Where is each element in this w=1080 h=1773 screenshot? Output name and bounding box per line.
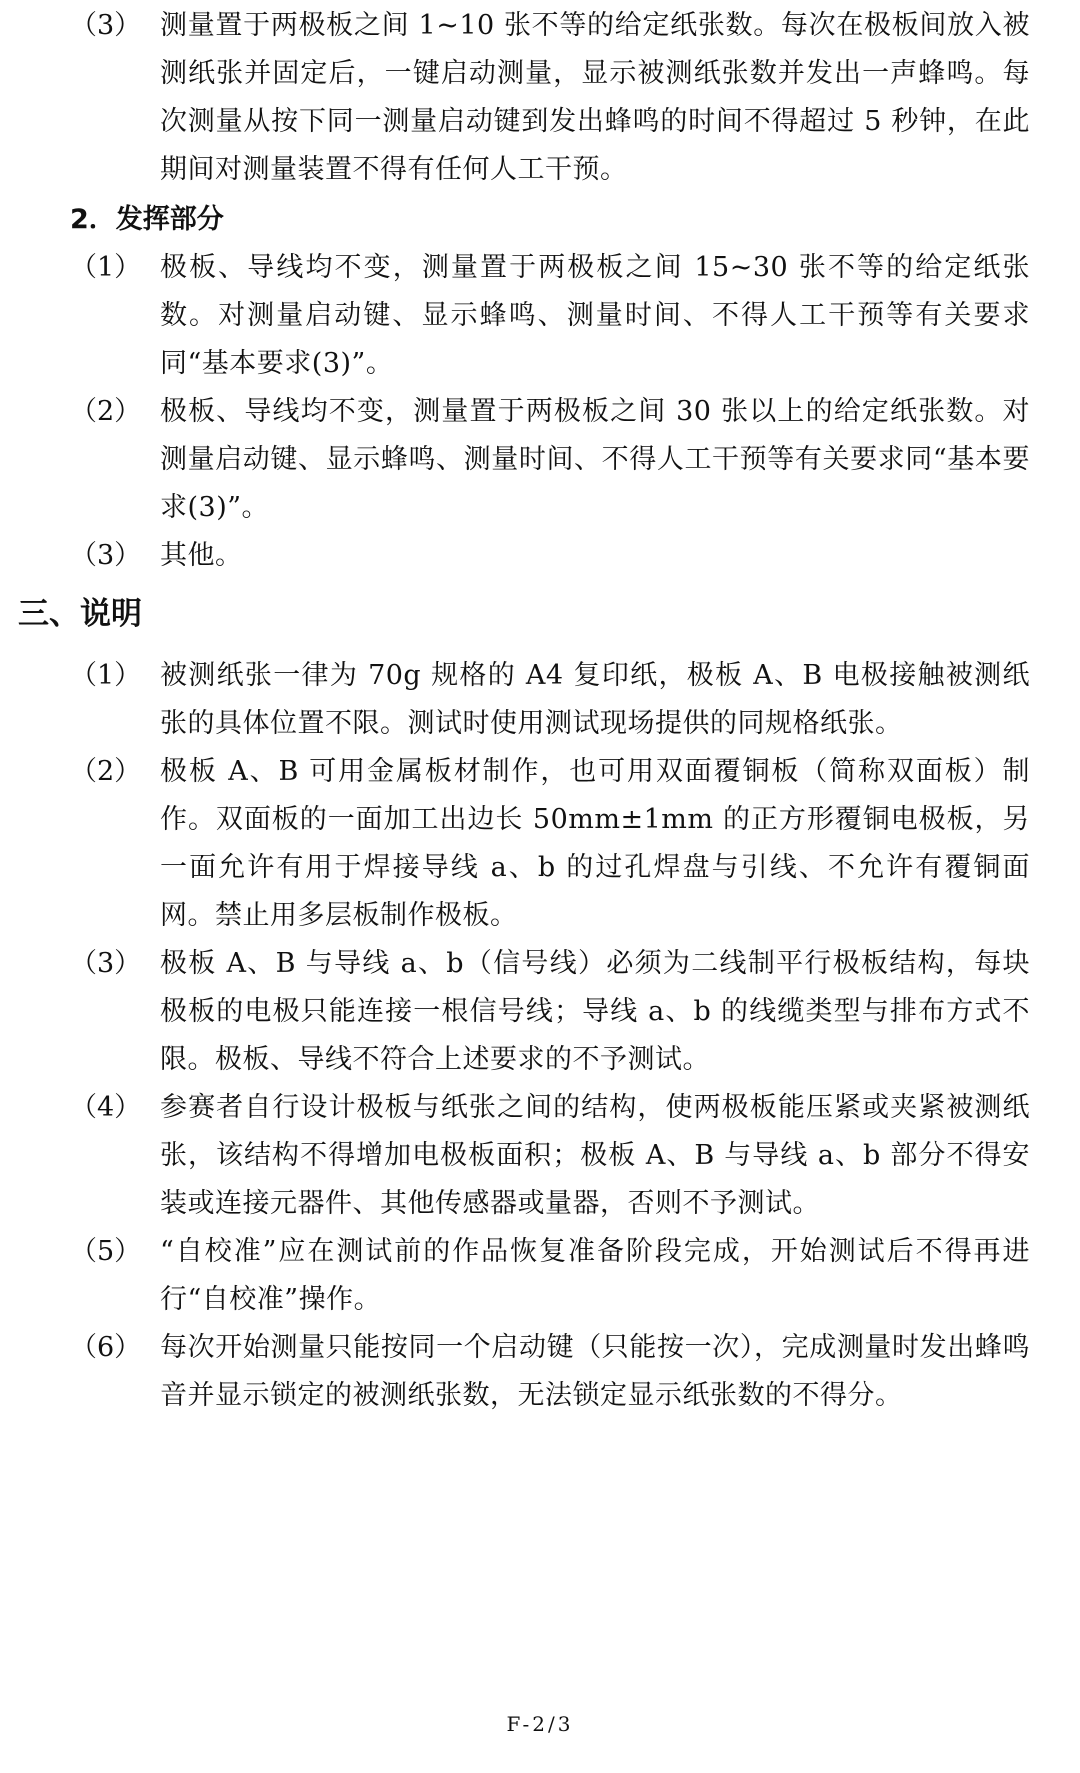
page-number: F-2/3: [506, 1712, 574, 1736]
item-number: （4）: [70, 1092, 142, 1123]
item-text: 被测纸张一律为 70g 规格的 A4 复印纸，极板 A、B 电极接触被测纸张的具体位置不限。测试时使用测试现场提供的同规格纸张。: [160, 660, 1030, 739]
item-number: （3）: [70, 948, 142, 979]
item-text: 极板、导线均不变，测量置于两极板之间 15~30 张不等的给定纸张数。对测量启动键、显示蜂鸣、测量时间、不得人工干预等有关要求同“基本要求(3)”。: [160, 252, 1030, 379]
advanced-item-2: [70, 388, 1030, 532]
note-item-1: [70, 652, 1030, 748]
item-text: 参赛者自行设计极板与纸张之间的结构，使两极板能压紧或夹紧被测纸张，该结构不得增加电极板面积；极板 A、B 与导线 a、b 部分不得安装或连接元器件、其他传感器或量器，否则不予测试。: [160, 1092, 1030, 1219]
item-text: 极板、导线均不变，测量置于两极板之间 30 张以上的给定纸张数。对测量启动键、显示蜂鸣、测量时间、不得人工干预等有关要求同“基本要求(3)”。: [160, 396, 1030, 523]
note-item-4: [70, 1084, 1030, 1228]
note-item-6: [70, 1324, 1030, 1420]
item-text: 测量置于两极板之间 1~10 张不等的给定纸张数。每次在极板间放入被测纸张并固定后，一键启动测量，显示被测纸张数并发出一声蜂鸣。每次测量从按下同一测量启动键到发出蜂鸣的时间不得超过 5 秒钟，在此期间对测量装置不得有任何人工干预。: [160, 10, 1030, 185]
advanced-section-heading: 2．发挥部分: [70, 204, 224, 235]
item-number: （1）: [70, 252, 142, 283]
item-number: （6）: [70, 1332, 142, 1363]
item-number: （3）: [70, 10, 142, 41]
advanced-item-3: [70, 532, 1030, 580]
item-number: （2）: [70, 396, 142, 427]
item-text: “自校准”应在测试前的作品恢复准备阶段完成，开始测试后不得再进行“自校准”操作。: [160, 1236, 1030, 1315]
note-item-3: [70, 940, 1030, 1084]
item-text: 其他。: [160, 540, 243, 571]
item-number: （1）: [70, 660, 142, 691]
basic-requirement-item-3: [70, 2, 1030, 194]
item-text: 每次开始测量只能按同一个启动键（只能按一次），完成测量时发出蜂鸣音并显示锁定的被测纸张数，无法锁定显示纸张数的不得分。: [160, 1332, 1030, 1411]
item-text: 极板 A、B 与导线 a、b（信号线）必须为二线制平行极板结构，每块极板的电极只能连接一根信号线；导线 a、b 的线缆类型与排布方式不限。极板、导线不符合上述要求的不予测试。: [160, 948, 1030, 1075]
item-number: （2）: [70, 756, 142, 787]
note-item-5: [70, 1228, 1030, 1324]
note-item-2: [70, 748, 1030, 940]
item-text: 极板 A、B 可用金属板材制作，也可用双面覆铜板（简称双面板）制作。双面板的一面加工出边长 50mm±1mm 的正方形覆铜电极板，另一面允许有用于焊接导线 a、b 的过孔焊盘与引线、不允许有覆铜面网。禁止用多层板制作极板。: [160, 756, 1030, 931]
item-number: （3）: [70, 540, 142, 571]
notes-section-heading: 三、说明: [18, 596, 142, 632]
advanced-item-1: [70, 244, 1030, 388]
item-number: （5）: [70, 1236, 142, 1267]
